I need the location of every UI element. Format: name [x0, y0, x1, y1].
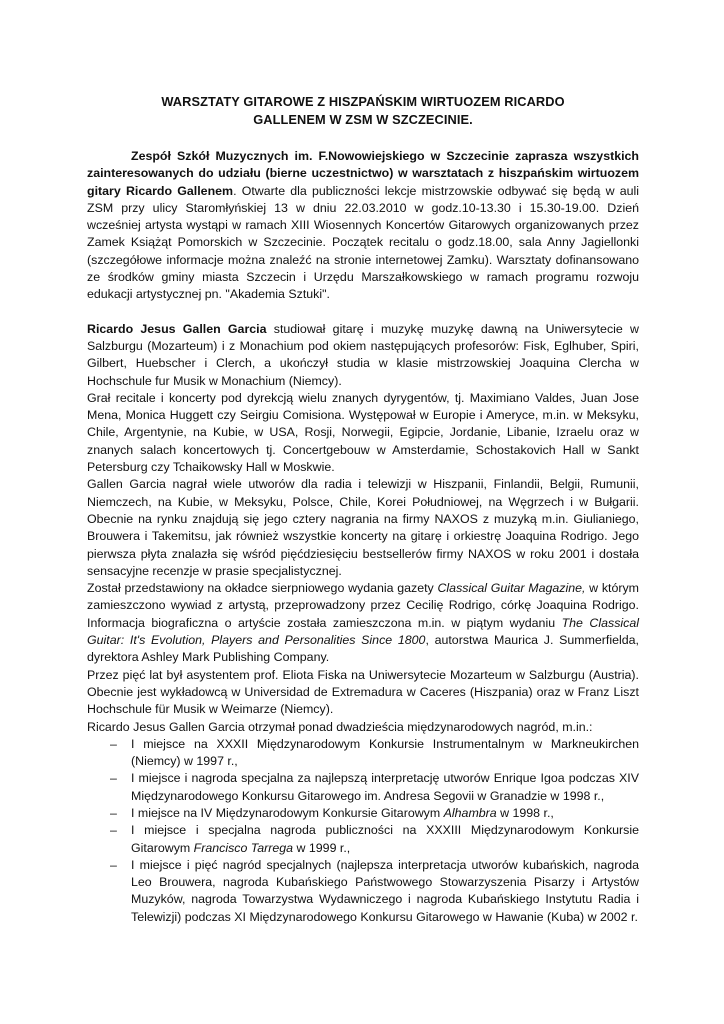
bio-paragraph-3: Gallen Garcia nagrał wiele utworów dla radia i telewizji w Hiszpanii, Finlandii, Belgii, Rumunii, Niemczech, na Kubie, w Meksyku, Polsce, Chile, Korei Południowej, na Węgrzech i w Bułgarii. Obecnie na rynku znajdują się jego cztery nagrania na firmy NAXOS z muzyką m.in. Giulianiego, Brouwera i Takemitsu, jak również wszystkie koncerty na gitarę i orkiestrę Joaquina Rodrigo. Jego pierwsza płyta znalazła się wśród pięćdziesięciu bestsellerów firmy NAXOS w roku 2001 i dostała sensacyjne recenzje w prasie specjalistycznej.: [87, 477, 639, 578]
award-item: [87, 822, 639, 857]
bio-text-4a: Został przedstawiony na okładce sierpniowego wydania gazety: [87, 581, 438, 596]
spacer: [87, 129, 639, 148]
dash-bullet: –: [110, 736, 117, 751]
award-item: [87, 857, 639, 926]
bio-text-1: studiował gitarę i muzykę muzykę dawną na Uniwersytecie w Salzburgu (Mozarteum) i z Monachium pod okiem następujących profesorów: Fisk, Eglhuber, Spiri, Gilbert, Huebscher i Clerch, a ukończył studia w klasie mistrzowskiej Joaquina Clercha w Hochschule fur Musik w Monachium (Niemcy).: [87, 321, 639, 388]
document-page: [87, 93, 639, 926]
document-title: WARSZTATY GITAROWE Z HISZPAŃSKIM WIRTUOZEM RICARDO GALLENEM W ZSM W SZCZECINIE.: [161, 94, 565, 127]
awards-list: [87, 736, 639, 926]
bio-paragraph-2: Grał recitale i koncerty pod dyrekcją wielu znanych dyrygentów, tj. Maximiano Valdes, Juan Jose Mena, Monica Huggett czy Seirgiu Comisiona. Występował w Europie i Ameryce, m.in. w Meksyku, Chile, Argentynie, na Kubie, w USA, Rosji, Norwegii, Egipcie, Jordanie, Libanie, Izraelu oraz w znanych salach koncertowych tj. Concertgebouw w Amsterdamie, Schostakovich Hall w Sankt Petersburg czy Tchaikowsky Hall w Moskwie.: [87, 390, 639, 475]
bio-paragraph-6: Ricardo Jesus Gallen Garcia otrzymał ponad dwadzieścia międzynarodowych nagród, m.in.:: [87, 719, 593, 734]
bio-text-4b: w którym zamieszczono wywiad z artystą, przeprowadzony przez Cecilię Rodrigo, córkę Joaquina Rodrigo. Informacja biograficzna o artyście została zamieszczona m.in. w piątym wydaniu: [87, 581, 639, 630]
award-text: I miejsce na XXXII Międzynarodowym Konkursie Instrumentalnym w Markneukirchen (Niemcy) w 1997 r.,: [131, 736, 639, 769]
competition-name: Alhambra: [443, 805, 497, 820]
dash-bullet: –: [110, 823, 117, 838]
bio-paragraph-5: Przez pięć lat był asystentem prof. Eliota Fiska na Uniwersytecie Mozarteum w Salzburgu (Austria). Obecnie jest wykładowcą w Universidad de Extremadura w Caceres (Hiszpania) oraz w Franz Liszt Hochschule für Musik w Weimarze (Niemcy).: [87, 667, 639, 717]
award-text-end: w 1998 r.,: [496, 805, 554, 820]
bio-paragraph-1: [87, 321, 639, 390]
intro-bold-text: Zespół Szkół Muzycznych im. F.Nowowiejskiego w Szczecinie zaprasza wszystkich zainteresowanych do udziału (bierne uczestnictwo) w warsztatach z hiszpańskim wirtuozem gitary Ricardo Gallenem: [87, 149, 639, 198]
bio-text-4c: , autorstwa Maurica J. Summerfielda, dyrektora Ashley Mark Publishing Company.: [87, 633, 639, 665]
award-item: [87, 770, 639, 805]
dash-bullet: –: [110, 857, 117, 872]
award-item: [87, 736, 639, 771]
dash-bullet: –: [110, 771, 117, 786]
intro-paragraph: [87, 148, 639, 304]
artist-name: Ricardo Jesus Gallen Garcia: [87, 321, 267, 336]
bio-paragraph-4: [87, 580, 639, 666]
dash-bullet: –: [110, 805, 117, 820]
paragraph-gap: [87, 304, 639, 321]
award-text: I miejsce i specjalna nagroda publiczności na XXXIII Międzynarodowym Konkursie Gitarowym: [131, 823, 639, 855]
intro-text: . Otwarte dla publiczności lekcje mistrzowskie odbywać się będą w auli ZSM przy ulicy Staromłyńskiej 13 w dniu 22.03.2010 w godz.10-13.30 i 15.30-19.00. Dzień wcześniej artysta wystąpi w ramach XIII Wiosennych Koncertów Gitarowych organizowanych przez Zamek Książąt Pomorskich w Szczecinie. Początek recitalu o godz.18.00, sala Anny Jagiellonki (szczegółowe informacje można znaleźć na stronie internetowej Zamku). Warsztaty dofinansowano ze środków gminy miasta Szczecin i Urzędu Marszałkowskiego w ramach programu rozwoju edukacji artystycznej pn. "Akademia Sztuki".: [87, 183, 640, 302]
competition-name: Francisco Tarrega: [193, 840, 294, 855]
award-text-end: w 1999 r.,: [293, 840, 351, 855]
award-text: I miejsce i nagroda specjalna za najlepszą interpretację utworów Enrique Igoa podczas XIV Międzynarodowego Konkursu Gitarowego im. Andresa Segovii w Granadzie w 1998 r.,: [131, 771, 639, 803]
award-text: I miejsce na IV Międzynarodowym Konkursie Gitarowym: [131, 805, 444, 820]
award-text: I miejsce i pięć nagród specjalnych (najlepsza interpretacja utworów kubańskich, nagroda Leo Brouwera, nagroda Kubańskiego Państwowego Stowarzyszenia Pisarzy i Artystów Muzyków, nagroda Towarzystwa Wydawniczego i nagroda Kubańskiego Instytutu Radia i Telewizji) podczas XI Międzynarodowego Konkursu Gitarowego w Hawanie (Kuba) w 2002 r.: [131, 857, 639, 924]
magazine-title: Classical Guitar Magazine,: [437, 581, 586, 596]
award-item: [87, 805, 639, 822]
book-title: The Classical Guitar: It's Evolution, Players and Personalities Since 1800: [87, 615, 640, 648]
